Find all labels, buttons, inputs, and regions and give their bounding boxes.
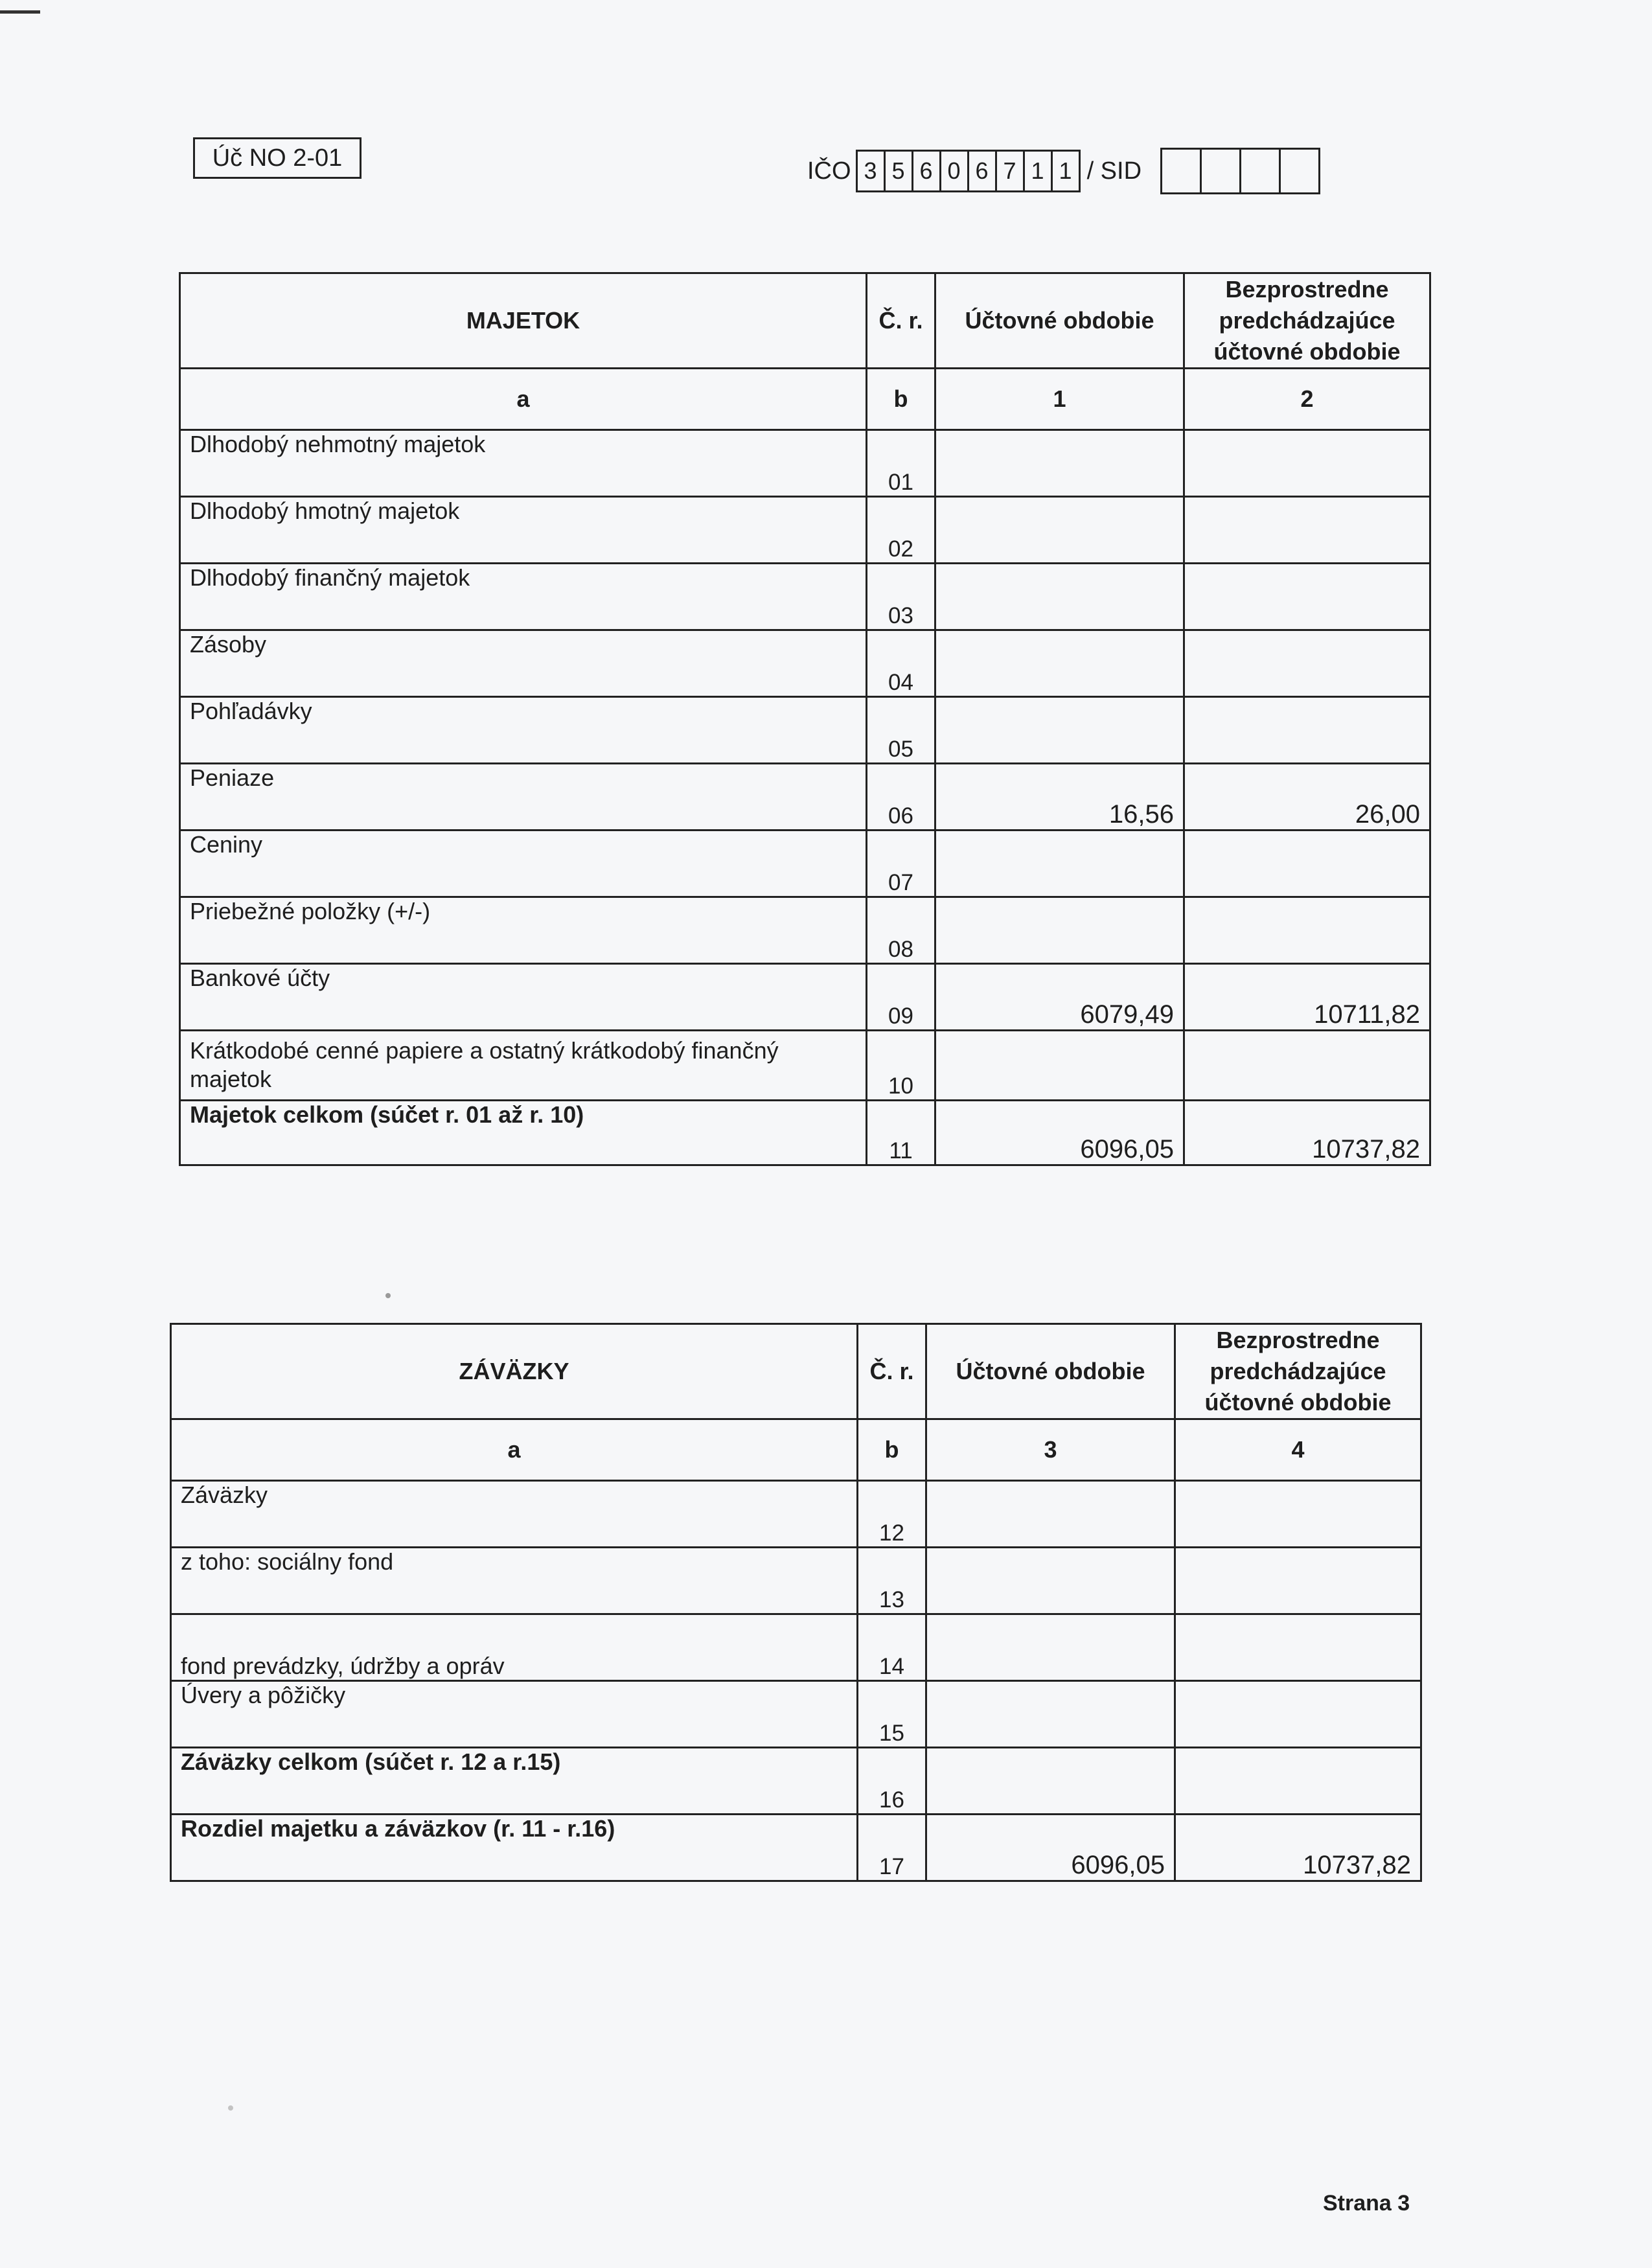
previous-value [1184, 897, 1430, 964]
row-number: 08 [867, 897, 935, 964]
table-row [171, 1481, 1421, 1548]
table-row [180, 497, 1430, 564]
assets-table [179, 272, 1431, 1166]
previous-value [1175, 1748, 1421, 1815]
table-row [171, 1614, 1421, 1681]
row-label: Dlhodobý finančný majetok [180, 564, 867, 630]
row-label: Zásoby [180, 630, 867, 697]
previous-value [1184, 497, 1430, 564]
table-row [171, 1681, 1421, 1748]
row-label: fond prevádzky, údržby a opráv [171, 1614, 858, 1681]
ico-sid-group [807, 148, 1320, 194]
table-row [171, 1548, 1421, 1614]
current-value [926, 1481, 1175, 1548]
row-label: Úvery a pôžičky [171, 1681, 858, 1748]
table-row [180, 430, 1430, 497]
current-period-header: Účtovné obdobie [935, 273, 1184, 369]
previous-value [1184, 830, 1430, 897]
previous-value [1175, 1681, 1421, 1748]
row-number: 17 [858, 1815, 926, 1881]
index-b: b [858, 1419, 926, 1481]
row-label: Rozdiel majetku a záväzkov (r. 11 - r.16) [171, 1815, 858, 1881]
ico-digit: 0 [939, 150, 969, 192]
sid-box [1160, 148, 1202, 194]
previous-value: 10737,82 [1184, 1101, 1430, 1165]
row-label: z toho: sociálny fond [171, 1548, 858, 1614]
current-value: 6079,49 [935, 964, 1184, 1031]
previous-period-header: Bezprostredne predchádzajúce účtovné obdobie [1175, 1324, 1421, 1419]
form-code: Úč NO 2-01 [193, 137, 361, 179]
index-3: 3 [926, 1419, 1175, 1481]
previous-value [1184, 430, 1430, 497]
previous-value [1184, 697, 1430, 764]
liabilities-table [170, 1323, 1422, 1882]
row-label: Dlhodobý hmotný majetok [180, 497, 867, 564]
current-value [935, 1031, 1184, 1101]
scan-speck [385, 1293, 391, 1298]
previous-value: 10737,82 [1175, 1815, 1421, 1881]
previous-value: 10711,82 [1184, 964, 1430, 1031]
current-value: 6096,05 [935, 1101, 1184, 1165]
liabilities-header-row [171, 1324, 1421, 1419]
row-label: Záväzky celkom (súčet r. 12 a r.15) [171, 1748, 858, 1815]
row-number: 07 [867, 830, 935, 897]
ico-digit: 6 [912, 150, 941, 192]
index-2: 2 [1184, 369, 1430, 430]
table-row [180, 1101, 1430, 1165]
table-row [180, 764, 1430, 830]
previous-value [1184, 564, 1430, 630]
table-row [180, 964, 1430, 1031]
row-number: 16 [858, 1748, 926, 1815]
row-label: Krátkodobé cenné papiere a ostatný krátkodobý finančný majetok [180, 1031, 867, 1101]
row-number: 03 [867, 564, 935, 630]
sid-label: / SID [1086, 157, 1142, 185]
row-label: Pohľadávky [180, 697, 867, 764]
table-row [171, 1748, 1421, 1815]
previous-value [1175, 1548, 1421, 1614]
row-number: 09 [867, 964, 935, 1031]
previous-value [1184, 630, 1430, 697]
row-label: Peniaze [180, 764, 867, 830]
page-number: Strana 3 [1323, 2191, 1410, 2216]
current-value [935, 564, 1184, 630]
table-row [171, 1815, 1421, 1881]
table-row [180, 630, 1430, 697]
index-4: 4 [1175, 1419, 1421, 1481]
row-number: 13 [858, 1548, 926, 1614]
sid-box [1279, 148, 1320, 194]
current-period-header: Účtovné obdobie [926, 1324, 1175, 1419]
row-label: Majetok celkom (súčet r. 01 až r. 10) [180, 1101, 867, 1165]
row-number: 14 [858, 1614, 926, 1681]
previous-period-header: Bezprostredne predchádzajúce účtovné obdobie [1184, 273, 1430, 369]
ico-digit: 6 [967, 150, 997, 192]
index-a: a [180, 369, 867, 430]
index-b: b [867, 369, 935, 430]
current-value [935, 630, 1184, 697]
previous-value [1184, 1031, 1430, 1101]
ico-digit: 3 [856, 150, 886, 192]
row-number: 02 [867, 497, 935, 564]
ico-label: IČO [807, 157, 851, 185]
current-value [935, 497, 1184, 564]
table-row [180, 897, 1430, 964]
row-label: Dlhodobý nehmotný majetok [180, 430, 867, 497]
table-row [180, 564, 1430, 630]
assets-header-row [180, 273, 1430, 369]
ico-digit: 1 [1051, 150, 1081, 192]
scan-speck [228, 2105, 233, 2111]
ico-digit: 7 [995, 150, 1025, 192]
sid-box [1200, 148, 1241, 194]
row-number: 15 [858, 1681, 926, 1748]
current-value [926, 1548, 1175, 1614]
assets-title: MAJETOK [180, 273, 867, 369]
row-label: Priebežné položky (+/-) [180, 897, 867, 964]
previous-value [1175, 1481, 1421, 1548]
current-value [935, 897, 1184, 964]
row-number: 06 [867, 764, 935, 830]
assets-index-row [180, 369, 1430, 430]
sid-boxes [1162, 148, 1320, 194]
current-value [926, 1748, 1175, 1815]
ico-digit: 5 [884, 150, 913, 192]
row-number: 05 [867, 697, 935, 764]
liabilities-index-row [171, 1419, 1421, 1481]
table-row [180, 1031, 1430, 1101]
ico-boxes [858, 150, 1081, 192]
table-row [180, 697, 1430, 764]
row-number-header: Č. r. [867, 273, 935, 369]
row-number: 12 [858, 1481, 926, 1548]
row-number: 04 [867, 630, 935, 697]
current-value [935, 830, 1184, 897]
edge-mark [0, 10, 40, 14]
row-label: Bankové účty [180, 964, 867, 1031]
current-value [926, 1681, 1175, 1748]
current-value: 6096,05 [926, 1815, 1175, 1881]
index-a: a [171, 1419, 858, 1481]
row-number: 01 [867, 430, 935, 497]
current-value [935, 697, 1184, 764]
row-number: 10 [867, 1031, 935, 1101]
row-label: Záväzky [171, 1481, 858, 1548]
liabilities-title: ZÁVÄZKY [171, 1324, 858, 1419]
current-value [926, 1614, 1175, 1681]
row-number: 11 [867, 1101, 935, 1165]
current-value [935, 430, 1184, 497]
row-label: Ceniny [180, 830, 867, 897]
index-1: 1 [935, 369, 1184, 430]
sid-box [1239, 148, 1281, 194]
previous-value: 26,00 [1184, 764, 1430, 830]
previous-value [1175, 1614, 1421, 1681]
row-number-header: Č. r. [858, 1324, 926, 1419]
ico-digit: 1 [1023, 150, 1053, 192]
table-row [180, 830, 1430, 897]
current-value: 16,56 [935, 764, 1184, 830]
